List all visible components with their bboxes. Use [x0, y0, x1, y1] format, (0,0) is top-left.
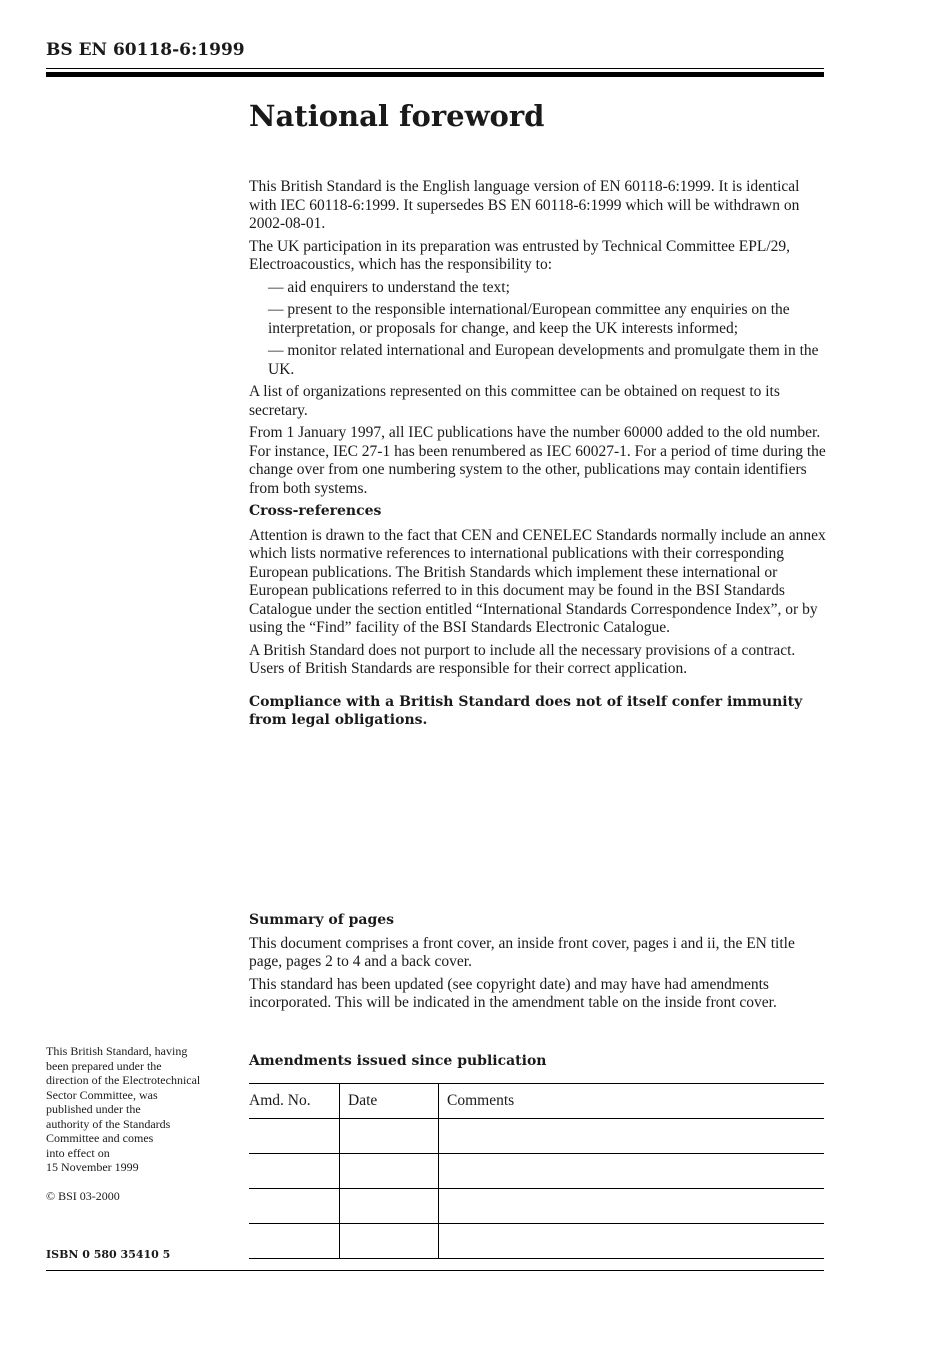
- table-cell: [249, 1189, 340, 1224]
- table-cell: [340, 1119, 439, 1154]
- publication-note-line: into effect on: [46, 1145, 110, 1160]
- table-row: [249, 1224, 824, 1259]
- publication-note: [46, 1044, 236, 1175]
- foreword-paragraph: This British Standard is the English language version of EN 60118-6:1999. It is identical with IEC 60118-6:1999. It supersedes BS EN 60118-6:1999 which will be withdrawn on 2002-08-01.: [249, 178, 800, 232]
- amendments-table: [249, 1083, 824, 1259]
- summary-paragraph: This document comprises a front cover, an inside front cover, pages i and ii, the EN title page, pages 2 to 4 and a back cover.: [249, 934, 795, 970]
- isbn: ISBN 0 580 35410 5: [46, 1248, 171, 1261]
- column-header-amd-no: Amd. No.: [249, 1084, 340, 1119]
- publication-note-line: This British Standard, having: [46, 1044, 188, 1058]
- publication-note-line: 15 November 1999: [46, 1160, 139, 1174]
- copyright-notice: © BSI 03-2000: [46, 1189, 120, 1203]
- footer-rule: [46, 1270, 824, 1271]
- publication-note-line: been prepared under the: [46, 1058, 162, 1073]
- table-cell: [340, 1154, 439, 1189]
- table-row: [249, 1154, 824, 1189]
- foreword-body: [249, 178, 827, 734]
- table-cell: [249, 1119, 340, 1154]
- amendments-heading: Amendments issued since publication: [249, 1053, 547, 1069]
- foreword-paragraph: A list of organizations represented on this committee can be obtained on request to its secretary.: [249, 383, 780, 419]
- publication-note-line: authority of the Standards: [46, 1116, 171, 1131]
- summary-heading: Summary of pages: [249, 912, 395, 928]
- table-cell: [439, 1154, 825, 1189]
- header-rule-thin: [46, 68, 824, 69]
- table-row: [249, 1119, 824, 1154]
- column-header-comments: Comments: [439, 1084, 825, 1119]
- foreword-paragraph: From 1 January 1997, all IEC publications have the number 60000 added to the old number. For instance, IEC 27-1 has been renumbered as IEC 60027-1. For a period of time during the change over from one numbering system to the other, publications may contain identifiers from both systems.: [249, 424, 826, 497]
- document-code: BS EN 60118-6:1999: [46, 40, 245, 60]
- publication-note-line: Committee and comes: [46, 1131, 154, 1145]
- summary-paragraph: This standard has been updated (see copyright date) and may have had amendments incorporated. This will be indicated in the amendment table on the inside front cover.: [249, 975, 777, 1011]
- summary-of-pages: [249, 911, 827, 1017]
- responsibility-item: — aid enquirers to understand the text;: [268, 278, 510, 296]
- amendments-header-row: [249, 1084, 824, 1119]
- publication-note-line: direction of the Electrotechnical: [46, 1073, 201, 1087]
- table-cell: [249, 1154, 340, 1189]
- table-cell: [439, 1224, 825, 1259]
- foreword-paragraph: The UK participation in its preparation was entrusted by Technical Committee EPL/29, Electroacoustics, which has the responsibility to:: [249, 237, 790, 273]
- table-row: [249, 1189, 824, 1224]
- table-cell: [340, 1189, 439, 1224]
- publication-note-line: published under the: [46, 1102, 141, 1116]
- responsibility-item: — monitor related international and European developments and promulgate them in the UK.: [268, 342, 819, 378]
- table-cell: [439, 1119, 825, 1154]
- foreword-paragraph: Attention is drawn to the fact that CEN and CENELEC Standards normally include an annex which lists normative references to international publications with their corresponding European publications. The British Standards which implement these international or European publications referred to in this document may be found in the BSI Standards Catalogue under the section entitled “International Standards Correspondence Index”, or by using the “Find” facility of the BSI Standards Electronic Catalogue.: [249, 526, 826, 636]
- compliance-notice: Compliance with a British Standard does not of itself confer immunity from legal obligations.: [249, 693, 803, 728]
- table-cell: [249, 1224, 340, 1259]
- table-cell: [439, 1189, 825, 1224]
- publication-note-line: Sector Committee, was: [46, 1087, 158, 1102]
- table-cell: [340, 1224, 439, 1259]
- page-title: National foreword: [249, 99, 545, 133]
- crossref-heading: Cross-references: [249, 503, 382, 519]
- foreword-paragraph: A British Standard does not purport to include all the necessary provisions of a contract. Users of British Standards are responsible for their correct application.: [249, 641, 796, 677]
- header-rule-thick: [46, 72, 824, 77]
- column-header-date: Date: [340, 1084, 439, 1119]
- responsibility-item: — present to the responsible international/European committee any enquiries on the interpretation, or proposals for change, and keep the UK interests informed;: [268, 301, 790, 337]
